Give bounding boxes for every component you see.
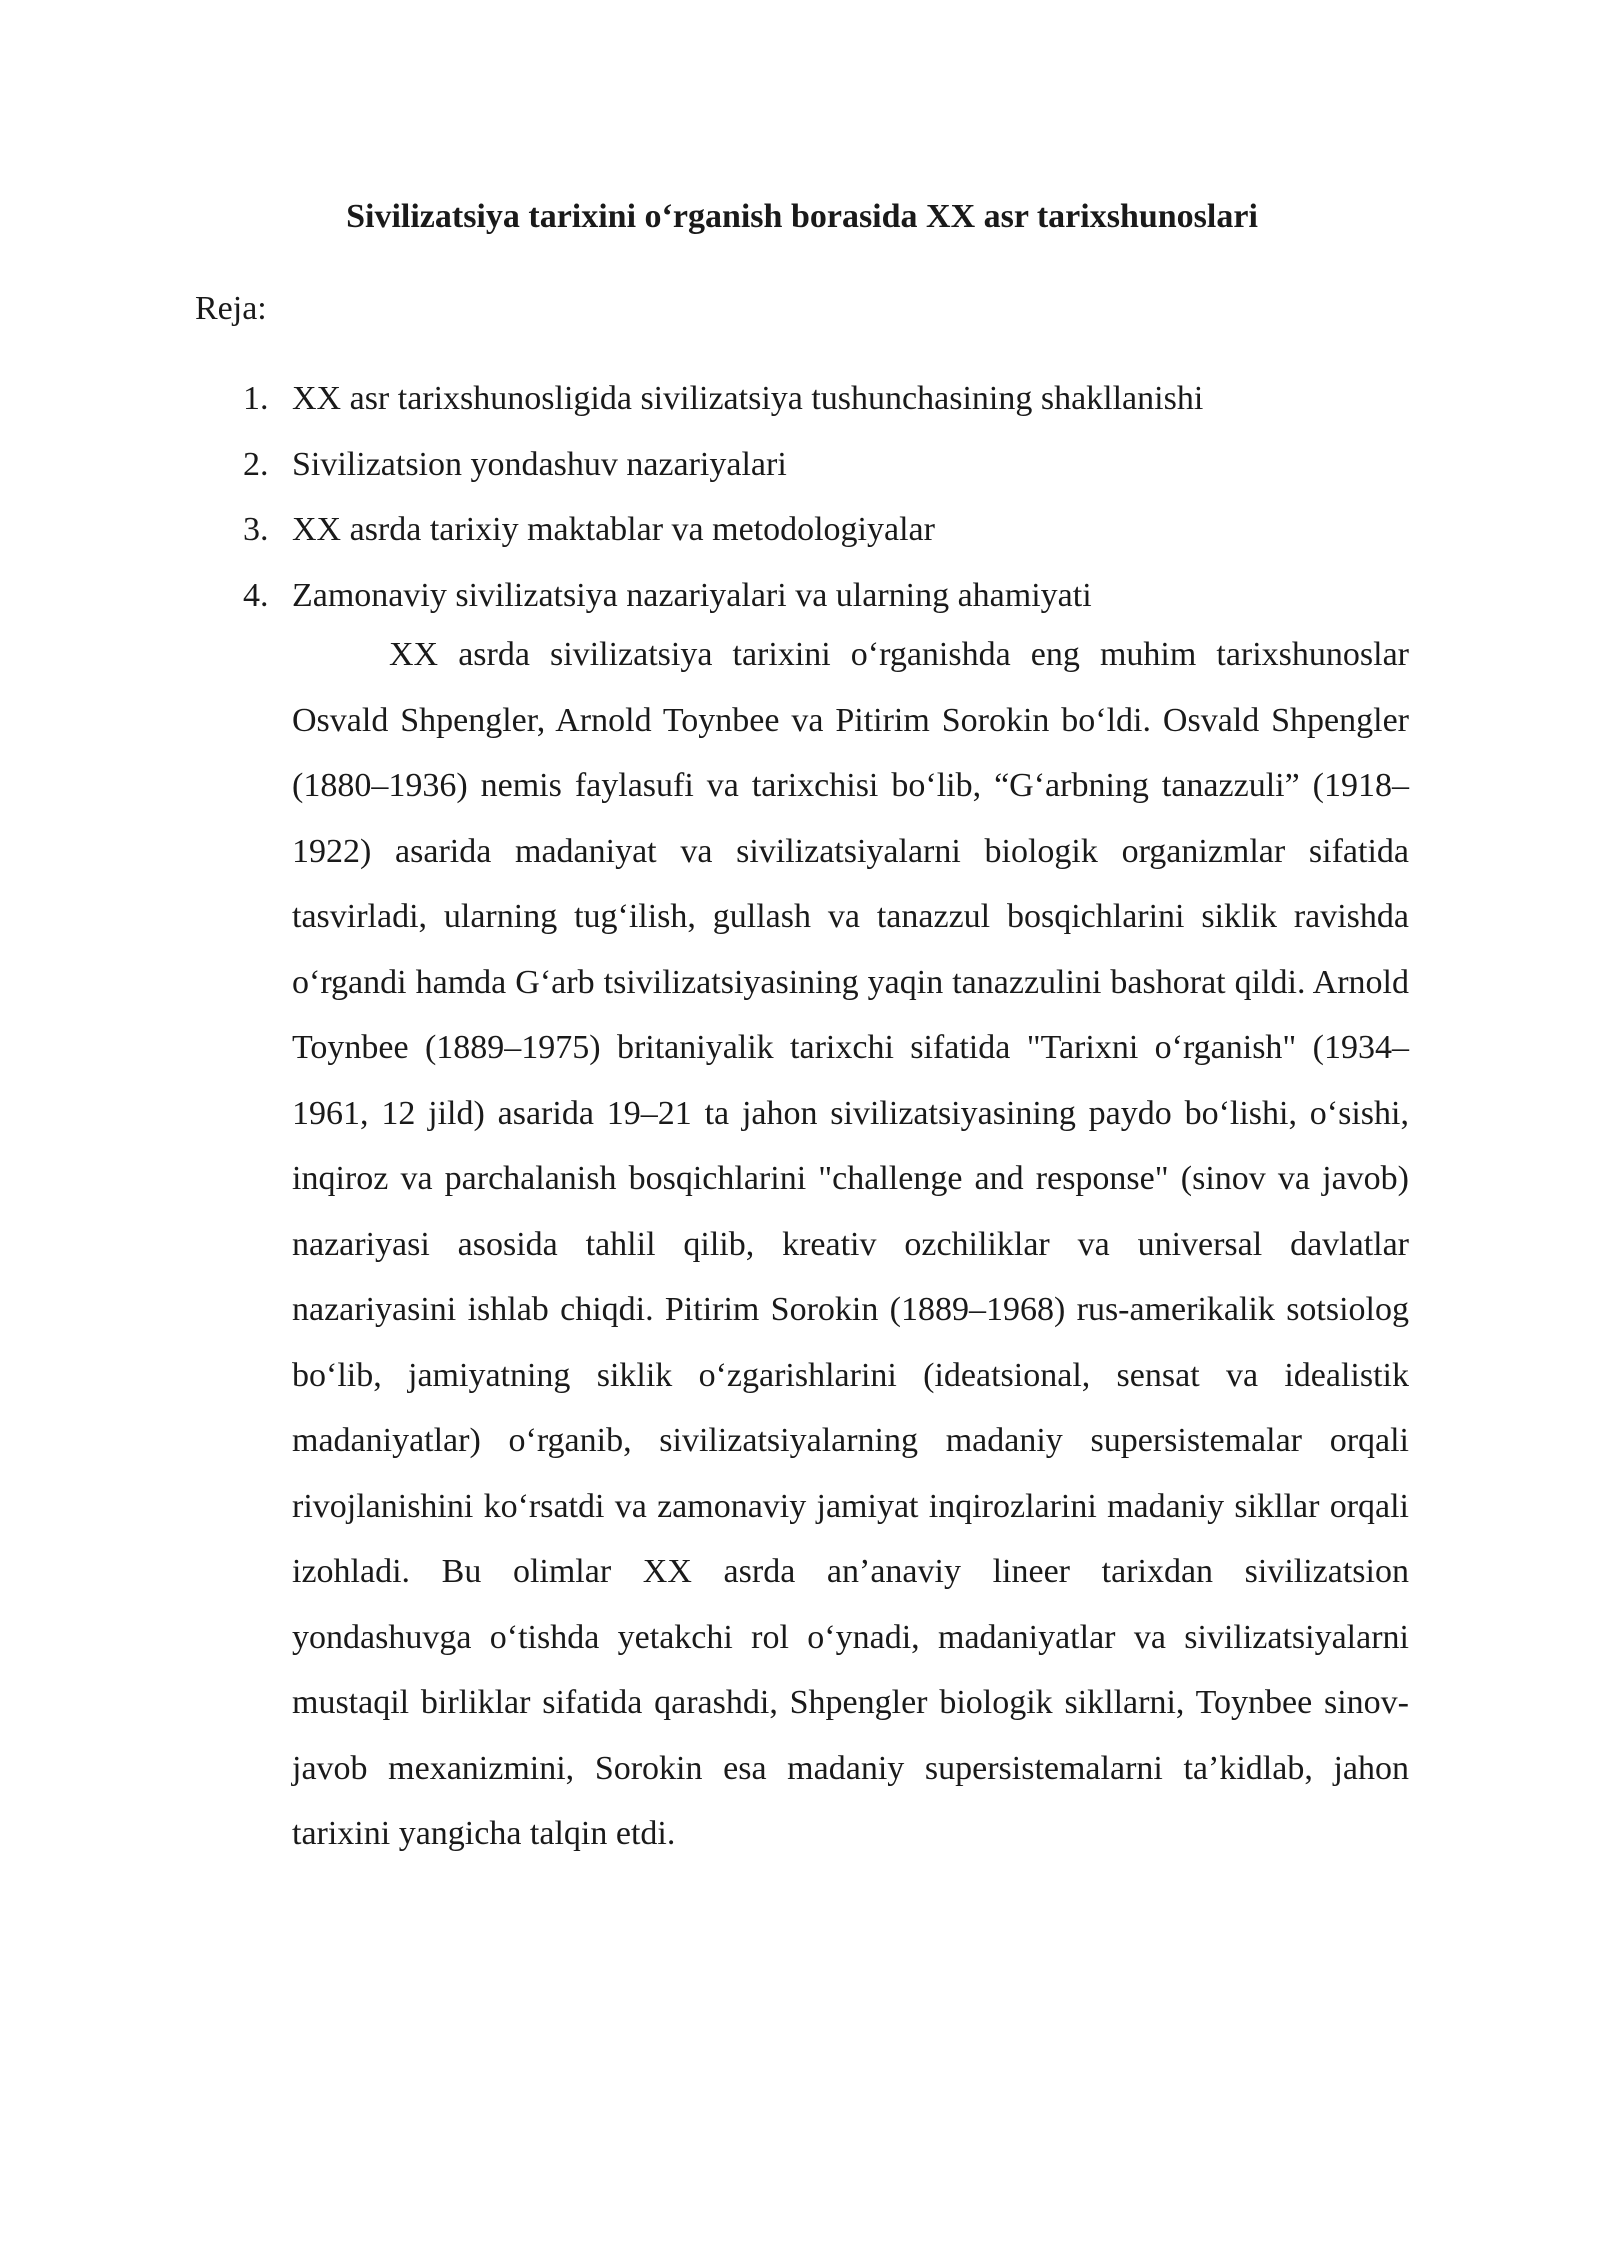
body-paragraph: XX asrda sivilizatsiya tarixini o‘rganishda eng muhim tarixshunoslar Osvald Shpengler, Arnold Toynbee va Pitirim Sorokin bo‘ldi. Osvald Shpengler (1880–1936) nemis faylasufi va tarixchisi bo‘lib, “G‘arbning tanazzuli” (1918–1922) asarida madaniyat va sivilizatsiyalarni biologik organizmlar sifatida tasvirladi, ularning tug‘ilish, gullash va tanazzul bosqichlarini siklik ravishda o‘rgandi hamda G‘arb tsivilizatsiyasining yaqin tanazzulini bashorat qildi. Arnold Toynbee (1889–1975) britaniyalik tarixchi sifatida "Tarixni o‘rganish" (1934–1961, 12 jild) asarida 19–21 ta jahon sivilizatsiyasining paydo bo‘lishi, o‘sishi, inqiroz va parchalanish bosqichlarini "challenge and response" (sinov va javob) nazariyasi asosida tahlil qilib, kreativ ozchiliklar va universal davlatlar nazariyasini ishlab chiqdi. Pitirim Sorokin (1889–1968) rus-amerikalik sotsiolog bo‘lib, jamiyatning siklik o‘zgarishlarini (ideatsional, sensat va idealistik madaniyatlar) o‘rganib, sivilizatsiyalarning madaniy supersistemalar orqali rivojlanishini ko‘rsatdi va zamonaviy jamiyat inqirozlarini madaniy sikllar orqali izohladi. Bu olimlar XX asrda an’anaviy lineer tarixdan sivilizatsion yondashuvga o‘tishda yetakchi rol o‘ynadi, madaniyatlar va sivilizatsiyalarni mustaqil birliklar sifatida qarashdi, Shpengler biologik sikllarni, Toynbee sinov-javob mexanizmini, Sorokin esa madaniy supersistemalarni ta’kidlab, jahon tarixini yangicha talqin etdi. — [292, 636, 1409, 1852]
document-title: Sivilizatsiya tarixini o‘rganish borasida XX asr tarixshunoslari — [346, 198, 1258, 235]
plan-item — [195, 497, 1409, 563]
plan-item-number: 2. — [243, 445, 269, 483]
plan-item — [195, 432, 1409, 498]
plan-item-text: Sivilizatsion yondashuv nazariyalari — [292, 445, 787, 483]
plan-item-text: XX asr tarixshunosligida sivilizatsiya tushunchasining shakllanishi — [292, 380, 1204, 417]
plan-item-number: 1. — [243, 380, 269, 417]
plan-item — [195, 366, 1409, 432]
plan-label: Reja: — [195, 290, 267, 327]
plan-item — [195, 563, 1409, 629]
plan-list — [195, 366, 1409, 628]
plan-item-number: 4. — [243, 576, 269, 614]
plan-item-text: XX asrda tarixiy maktablar va metodologiyalar — [292, 511, 935, 548]
plan-item-number: 3. — [243, 511, 269, 548]
plan-item-text: Zamonaviy sivilizatsiya nazariyalari va ularning ahamiyati — [292, 576, 1092, 614]
